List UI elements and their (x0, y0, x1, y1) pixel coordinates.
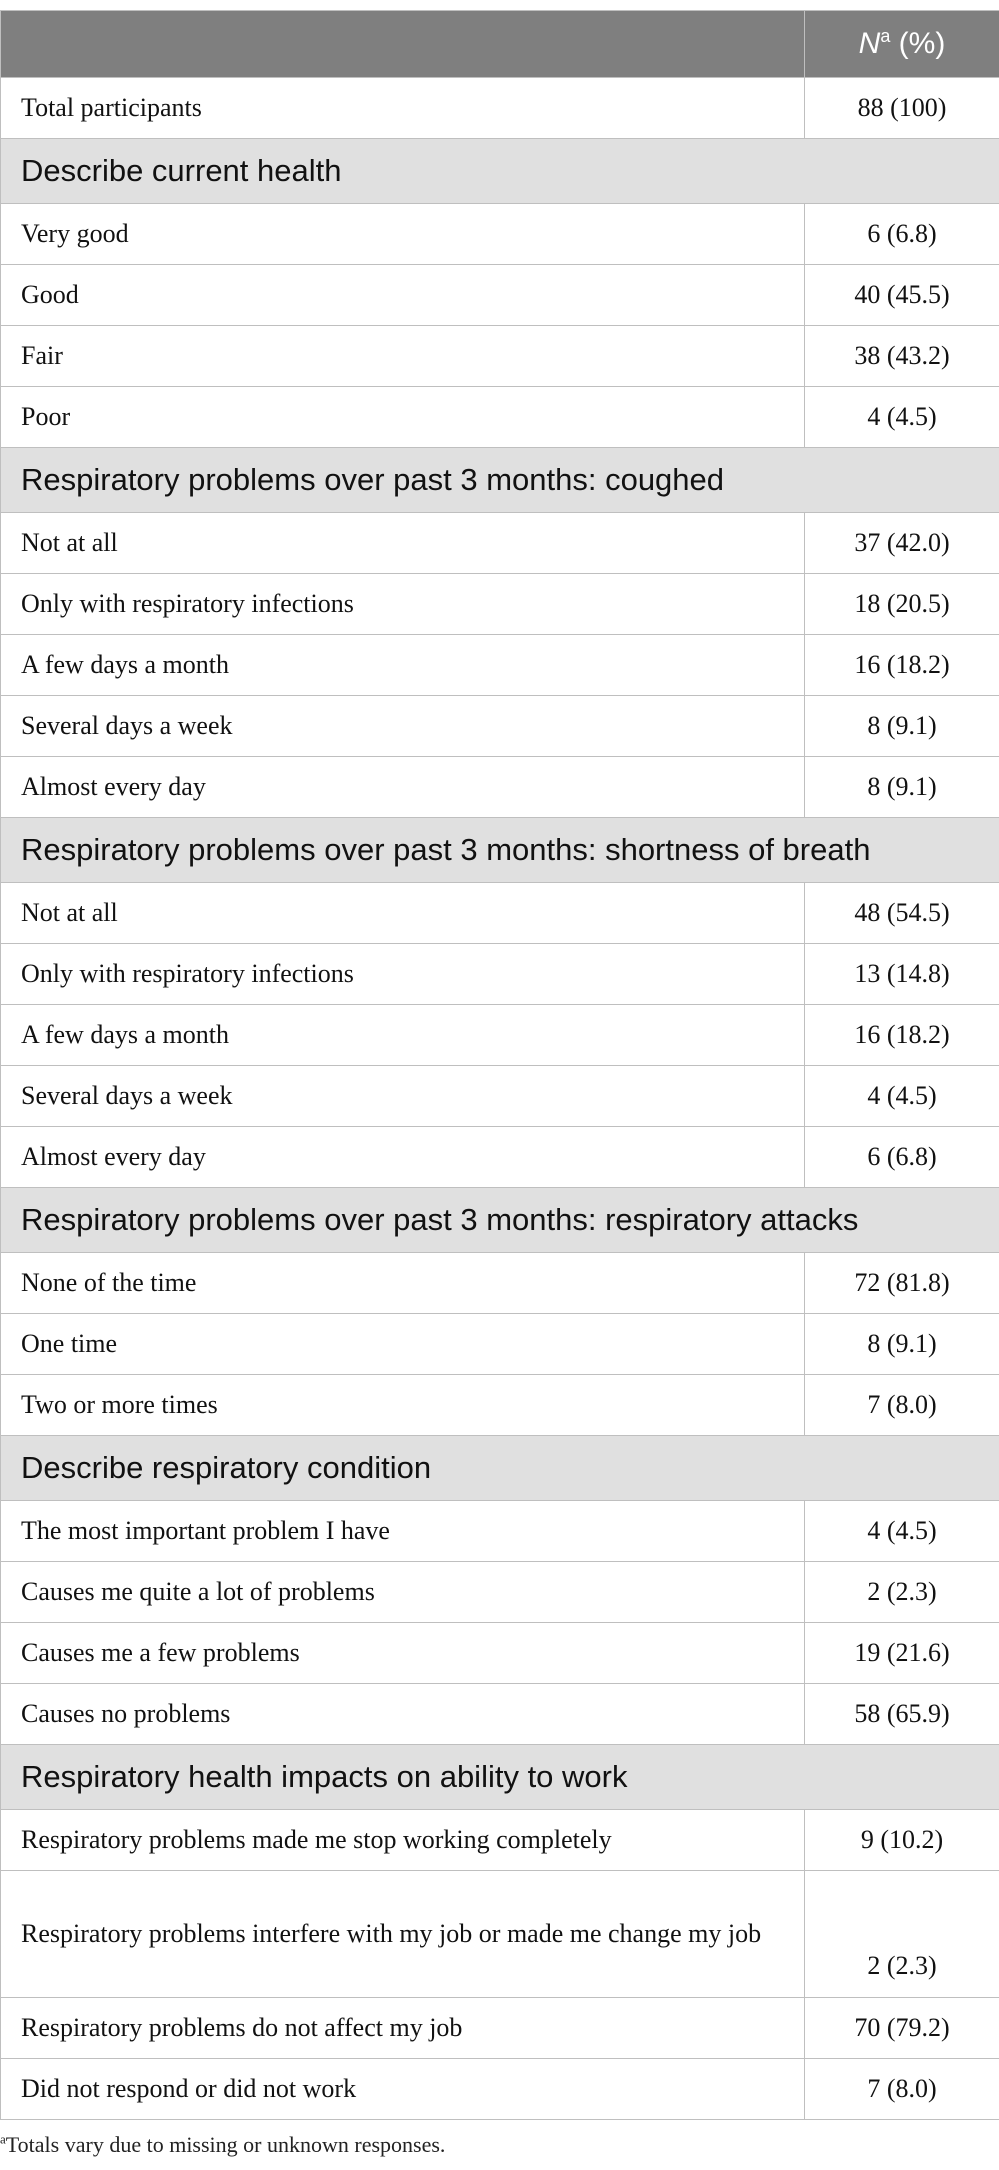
table-body (1, 78, 999, 2120)
row-value: 72 (81.8) (805, 1253, 999, 1314)
row-label: Causes no problems (1, 1684, 805, 1745)
row-value: 16 (18.2) (805, 1005, 999, 1066)
row-value: 18 (20.5) (805, 574, 999, 635)
table-header-row (1, 11, 999, 78)
row-value: 8 (9.1) (805, 696, 999, 757)
row-value: 6 (6.8) (805, 1127, 999, 1188)
row-value: 6 (6.8) (805, 204, 999, 265)
table-row (1, 1005, 999, 1066)
row-value: 8 (9.1) (805, 1314, 999, 1375)
row-value: 38 (43.2) (805, 326, 999, 387)
row-value: 4 (4.5) (805, 1501, 999, 1562)
header-pct: (%) (890, 27, 946, 60)
table-row (1, 1684, 999, 1745)
row-label: Almost every day (1, 757, 805, 818)
header-n-percent-cell (805, 11, 999, 78)
row-value: 40 (45.5) (805, 265, 999, 326)
section-title: Describe current health (1, 139, 999, 204)
table-row (1, 1623, 999, 1684)
row-label: Only with respiratory infections (1, 944, 805, 1005)
row-label: Not at all (1, 883, 805, 944)
total-row (1, 78, 999, 139)
table-row (1, 1998, 999, 2059)
footnote-text: Totals vary due to missing or unknown responses. (5, 2132, 446, 2157)
section-header-row (1, 818, 999, 883)
row-value: 9 (10.2) (805, 1810, 999, 1871)
row-label: Causes me quite a lot of problems (1, 1562, 805, 1623)
row-value: 4 (4.5) (805, 1066, 999, 1127)
row-label: One time (1, 1314, 805, 1375)
row-label: The most important problem I have (1, 1501, 805, 1562)
table-row (1, 635, 999, 696)
table-row (1, 1127, 999, 1188)
row-label: Did not respond or did not work (1, 2059, 805, 2120)
row-value: 2 (2.3) (805, 1562, 999, 1623)
row-label: A few days a month (1, 1005, 805, 1066)
row-value: 4 (4.5) (805, 387, 999, 448)
footnote-sup: a (0, 2131, 6, 2147)
section-title: Respiratory problems over past 3 months: respiratory attacks (1, 1188, 999, 1253)
table-row (1, 1375, 999, 1436)
row-label: Only with respiratory infections (1, 574, 805, 635)
row-label: Several days a week (1, 696, 805, 757)
table-row (1, 1253, 999, 1314)
section-header-row (1, 448, 999, 513)
header-label-cell (1, 11, 805, 78)
row-value: 16 (18.2) (805, 635, 999, 696)
table-row (1, 696, 999, 757)
row-value: 2 (2.3) (805, 1871, 999, 1998)
footnote (0, 2132, 445, 2158)
header-n: N (858, 27, 881, 60)
row-label: Very good (1, 204, 805, 265)
row-label: Poor (1, 387, 805, 448)
row-value: 48 (54.5) (805, 883, 999, 944)
table-row (1, 1314, 999, 1375)
row-label: None of the time (1, 1253, 805, 1314)
section-title: Respiratory health impacts on ability to work (1, 1745, 999, 1810)
section-header-row (1, 1436, 999, 1501)
table-row (1, 883, 999, 944)
table-container (0, 10, 999, 2120)
row-label: Almost every day (1, 1127, 805, 1188)
row-value: 8 (9.1) (805, 757, 999, 818)
row-label: A few days a month (1, 635, 805, 696)
section-header-row (1, 139, 999, 204)
table-row (1, 1562, 999, 1623)
table-row (1, 513, 999, 574)
row-value: 70 (79.2) (805, 1998, 999, 2059)
total-value: 88 (100) (805, 78, 999, 139)
row-value: 7 (8.0) (805, 2059, 999, 2120)
header-n-sup: a (880, 26, 891, 46)
row-label: Two or more times (1, 1375, 805, 1436)
row-label: Respiratory problems do not affect my job (1, 1998, 805, 2059)
row-value: 13 (14.8) (805, 944, 999, 1005)
section-header-row (1, 1188, 999, 1253)
row-label: Good (1, 265, 805, 326)
table-row (1, 1501, 999, 1562)
table-row (1, 326, 999, 387)
row-value: 7 (8.0) (805, 1375, 999, 1436)
table-row (1, 574, 999, 635)
row-value: 19 (21.6) (805, 1623, 999, 1684)
table-row (1, 387, 999, 448)
row-value: 37 (42.0) (805, 513, 999, 574)
data-table (0, 10, 999, 2120)
table-row (1, 757, 999, 818)
table-row (1, 944, 999, 1005)
section-header-row (1, 1745, 999, 1810)
row-label: Several days a week (1, 1066, 805, 1127)
table-row (1, 1066, 999, 1127)
table-row (1, 1810, 999, 1871)
table-row (1, 265, 999, 326)
total-label: Total participants (1, 78, 805, 139)
row-label: Not at all (1, 513, 805, 574)
table-row (1, 204, 999, 265)
table-row (1, 2059, 999, 2120)
row-label: Respiratory problems interfere with my job or made me change my job (1, 1871, 805, 1998)
section-title: Describe respiratory condition (1, 1436, 999, 1501)
row-value: 58 (65.9) (805, 1684, 999, 1745)
table-row (1, 1871, 999, 1998)
section-title: Respiratory problems over past 3 months: shortness of breath (1, 818, 999, 883)
row-label: Respiratory problems made me stop working completely (1, 1810, 805, 1871)
row-label: Fair (1, 326, 805, 387)
section-title: Respiratory problems over past 3 months: coughed (1, 448, 999, 513)
row-label: Causes me a few problems (1, 1623, 805, 1684)
